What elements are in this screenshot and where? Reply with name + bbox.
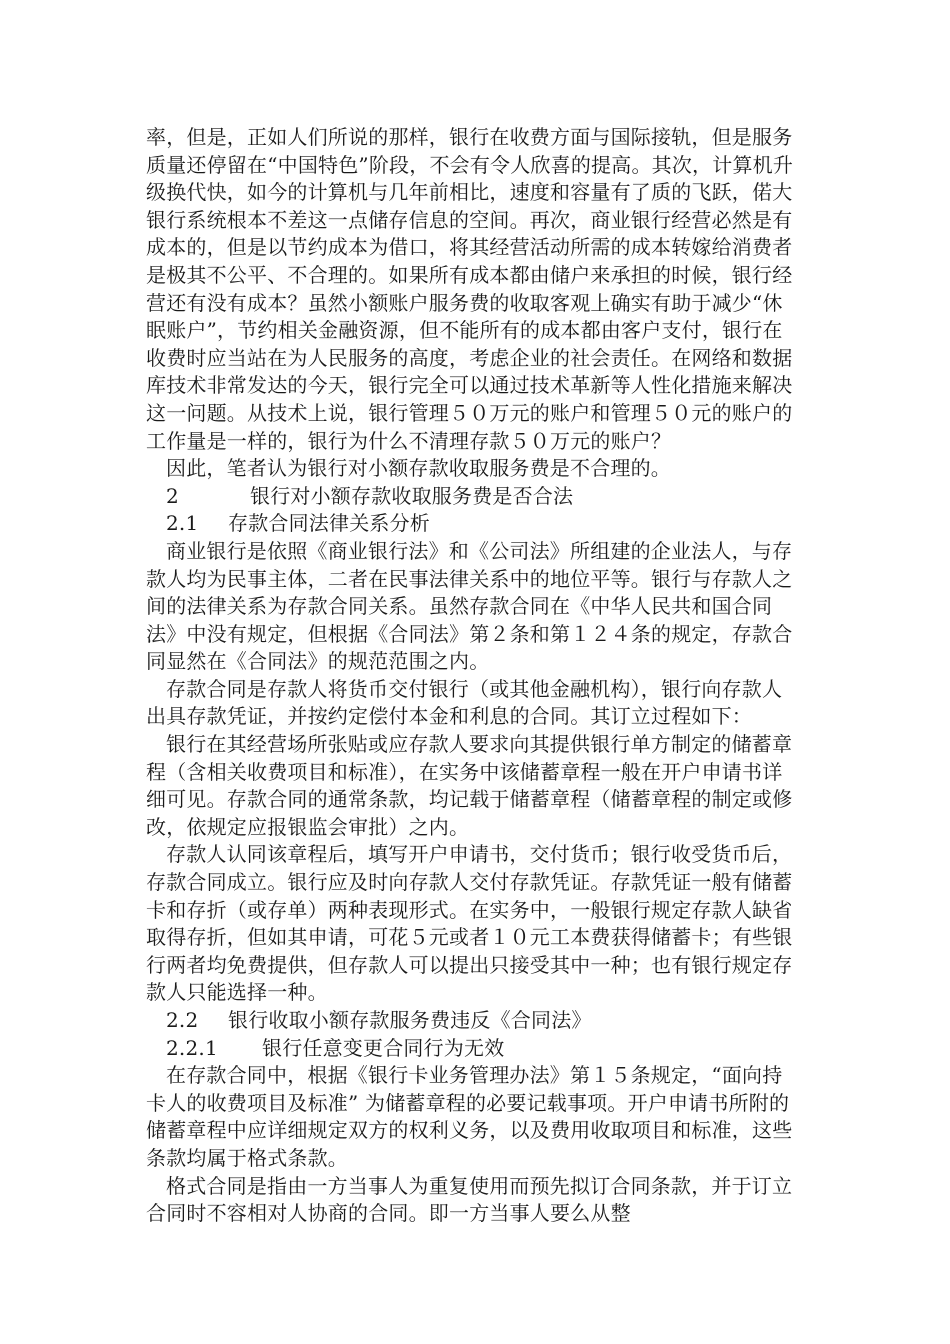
paragraph-2: 因此，笔者认为银行对小额存款收取服务费是不合理的。 [166,456,671,481]
section-number: 2.1 [166,511,199,536]
section-heading-2-2 [146,1007,796,1035]
section-number: 2.2.1 [166,1035,218,1060]
section-title: 银行收取小额存款服务费违反《合同法》 [228,1008,592,1032]
section-number: 2 [166,483,179,508]
section-heading-2-2-1 [146,1035,796,1063]
paragraph-4: 存款合同是存款人将货币交付银行（或其他金融机构），银行向存款人出具存款凭证，并按约定偿付本金和利息的合同。其订立过程如下： [146,676,783,729]
paragraph-6: 存款人认同该章程后，填写开户申请书，交付货币；银行收受货币后，存款合同成立。银行应及时向存款人交付存款凭证。存款凭证一般有储蓄卡和存折（或存单）两种表现形式。在实务中，一般银行规定存款人缺省取得存折，但如其申请，可花５元或者１０元工本费获得储蓄卡；有些银行两者均免费提供，但存款人可以提出只接受其中一种；也有银行规定存款人只能选择一种。 [146,842,793,1005]
document-body [146,124,796,1228]
section-heading-2-1 [146,510,796,538]
section-number: 2.2 [166,1008,199,1032]
paragraph-3: 商业银行是依照《商业银行法》和《公司法》所组建的企业法人，与存款人均为民事主体，二者在民事法律关系中的地位平等。银行与存款人之间的法律关系为存款合同关系。虽然存款合同在《中华人民共和国合同法》中没有规定，但根据《合同法》第２条和第１２４条的规定，存款合同显然在《合同法》的规范范围之内。 [146,538,793,674]
paragraph-7: 在存款合同中，根据《银行卡业务管理办法》第１５条规定，“面向持卡人的收费项目及标准” 为储蓄章程的必要记载事项。开户申请书所附的储蓄章程中应详细规定双方的权利义务，以及费用收取项目和标准，这些条款均属于格式条款。 [146,1063,793,1170]
section-heading-2 [146,483,796,511]
paragraph-8: 格式合同是指由一方当事人为重复使用而预先拟订合同条款，并于订立合同时不容相对人协商的合同。即一方当事人要么从整 [146,1173,793,1226]
paragraph-1: 率，但是，正如人们所说的那样，银行在收费方面与国际接轨，但是服务质量还停留在“中国特色”阶段，不会有令人欣喜的提高。其次，计算机升级换代快，如今的计算机与几年前相比，速度和容量有了质的飞跃，偌大银行系统根本不差这一点储存信息的空间。再次，商业银行经营必然是有成本的，但是以节约成本为借口，将其经营活动所需的成本转嫁给消费者是极其不公平、不合理的。如果所有成本都由储户来承担的时候，银行经营还有没有成本？虽然小额账户服务费的收取客观上确实有助于减少“休眠账户”，节约相关金融资源，但不能所有的成本都由客户支付，银行在收费时应当站在为人民服务的高度，考虑企业的社会责任。在网络和数据库技术非常发达的今天，银行完全可以通过技术革新等人性化措施来解决这一问题。从技术上说，银行管理５０万元的账户和管理５０元的账户的工作量是一样的，银行为什么不清理存款５０万元的账户？ [146,125,794,453]
section-title: 银行对小额存款收取服务费是否合法 [250,483,574,508]
paragraph-5: 银行在其经营场所张贴或应存款人要求向其提供银行单方制定的储蓄章程（含相关收费项目和标准），在实务中该储蓄章程一般在开户申请书详细可见。存款合同的通常条款，均记载于储蓄章程（储蓄章程的制定或修改，依规定应报银监会审批）之内。 [146,732,793,839]
section-title: 存款合同法律关系分析 [228,511,430,536]
section-title: 银行任意变更合同行为无效 [262,1035,505,1060]
